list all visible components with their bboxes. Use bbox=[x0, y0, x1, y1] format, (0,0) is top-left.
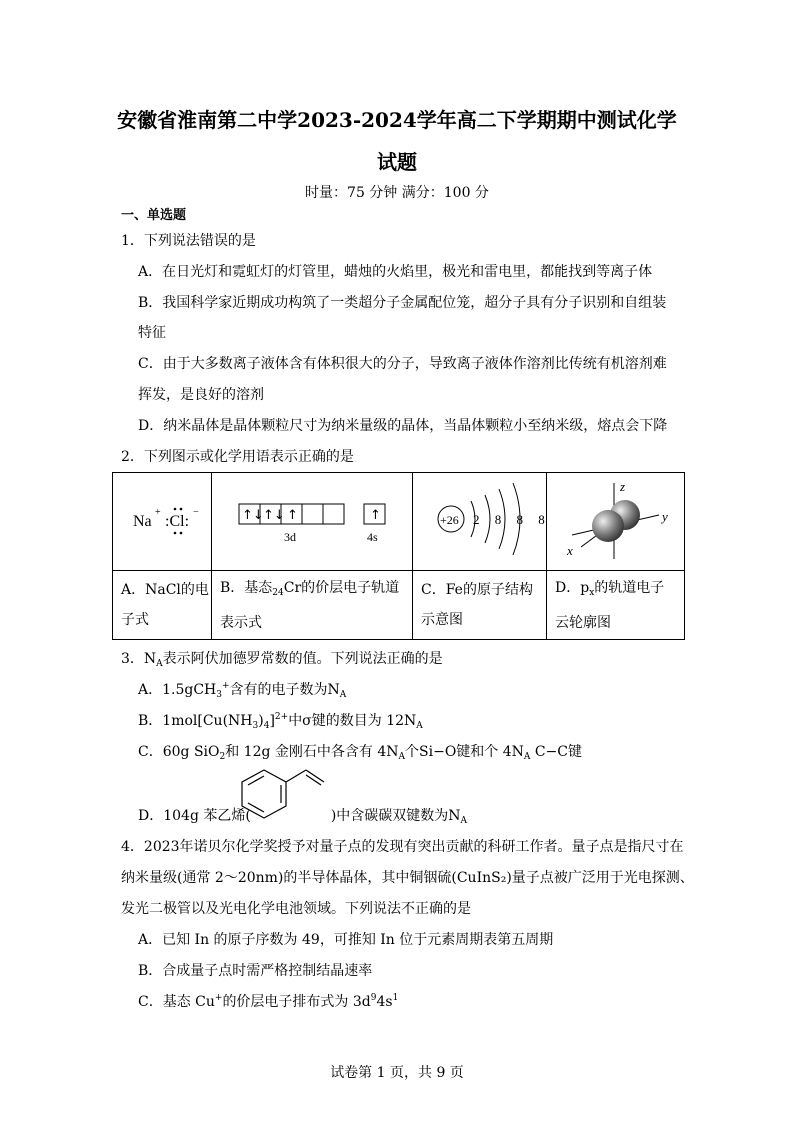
q3-stem: 3．$N_A$表示阿伏加德罗常数的值。下列说法正确的是 bbox=[121, 651, 443, 669]
q1-stem: 1．下列说法错误的是 bbox=[121, 233, 256, 249]
y-axis-label: y bbox=[662, 509, 668, 524]
q2-option-c: C．Fe的原子结构 示意图 bbox=[413, 571, 547, 640]
exam-subtitle: 时量：75 分钟 满分：100 分 bbox=[305, 185, 489, 201]
q1-option-b-cont: 特征 bbox=[138, 325, 166, 341]
styrene-structure-figure bbox=[236, 764, 332, 822]
cl-charge: − bbox=[193, 507, 199, 518]
exam-title-line1: 安徽省淮南第二中学2023-2024学年高二下学期期中测试化学 bbox=[117, 108, 677, 132]
electron-arrow: ↑ bbox=[370, 508, 381, 523]
q4-stem-line2: 纳米量级(通常 2～20nm)的半导体晶体，其中铜铟硫(CuInS₂)量子点被广泛用于光电探测、 bbox=[121, 870, 694, 886]
q3-option-a: A．1.5gCH$_3$+含有的电子数为$N_A$ bbox=[138, 681, 347, 700]
q4-option-b: B．合成量子点时需严格控制结晶速率 bbox=[138, 963, 373, 979]
vinyl-double-bond bbox=[306, 770, 324, 782]
nacl-electron-formula-figure bbox=[113, 473, 211, 566]
cl-electron-dot bbox=[180, 532, 183, 535]
benzene-ring bbox=[242, 770, 286, 818]
fe-atomic-structure-figure bbox=[413, 473, 546, 566]
cr-orbital-diagram-figure bbox=[212, 473, 412, 566]
q4-option-a: A．已知 In 的原子序数为 49，可推知 In 位于元素周期表第五周期 bbox=[138, 932, 554, 948]
px-orbital-figure bbox=[547, 473, 684, 566]
q3-option-c: C．60g SiO$_2$和 12g 金刚石中各含有 $4N_A$个Si−O键和个 $4N_A$ C−C键 bbox=[138, 744, 583, 762]
electron-arrow: ↑↓ bbox=[242, 508, 264, 523]
q2-stem: 2．下列图示或化学用语表示正确的是 bbox=[121, 449, 354, 465]
section-heading: 一、单选题 bbox=[121, 208, 187, 223]
q2-fig-b-cell bbox=[212, 473, 413, 571]
cl-electron-dot bbox=[174, 532, 177, 535]
q2-option-d: D．$p_x$的轨道电子 云轮廓图 bbox=[547, 571, 685, 640]
page-footer: 试卷第 1 页，共 9 页 bbox=[330, 1065, 464, 1081]
na-charge: + bbox=[155, 507, 161, 518]
label-3d: 3d bbox=[284, 530, 296, 544]
q4-stem-line1: 4．2023年诺贝尔化学奖授予对量子点的发现有突出贡献的科研工作者。量子点是指尺寸在 bbox=[121, 839, 684, 855]
q1-option-d: D．纳米晶体是晶体颗粒尺寸为纳米量级的晶体，当晶体颗粒小至纳米级，熔点会下降 bbox=[138, 418, 668, 434]
q4-stem-line3: 发光二极管以及光电化学电池领域。下列说法不正确的是 bbox=[121, 901, 471, 917]
q1-option-c: C．由于大多数离子液体含有体积很大的分子，导致离子液体作溶剂比传统有机溶剂难 bbox=[138, 356, 667, 372]
z-axis-label: z bbox=[620, 479, 626, 494]
electron-arrow: ↑↓ bbox=[263, 508, 285, 523]
q1-option-c-cont: 挥发，是良好的溶剂 bbox=[138, 387, 264, 403]
orbital-box bbox=[323, 504, 344, 524]
vinyl-bond bbox=[286, 770, 306, 782]
x-axis-label: x bbox=[567, 543, 573, 558]
q2-option-b: B．基态$_{24}$Cr的价层电子轨道 表示式 bbox=[212, 571, 413, 640]
q1-option-b: B．我国科学家近期成功构筑了一类超分子金属配位笼，超分子具有分子识别和自组装 bbox=[138, 295, 667, 311]
label-4s: 4s bbox=[367, 530, 378, 544]
exam-title-line2: 试题 bbox=[377, 150, 417, 174]
q3-option-b: B．$1mol[Cu(NH_3)_4]^{2+}$中σ键的数目为 $12N_A$ bbox=[138, 712, 423, 731]
electron-arrow: ↑ bbox=[287, 508, 298, 523]
cl-electron-dot bbox=[180, 508, 183, 511]
na-symbol: Na bbox=[133, 513, 152, 530]
q2-option-a: A．NaCl的电 子式 bbox=[113, 571, 212, 640]
orbital-lobe-front bbox=[592, 510, 624, 542]
q3-option-d: D．104g 苯乙烯( )中含碳碳双键数为$N_A$ bbox=[138, 808, 468, 826]
cl-electron-dot bbox=[174, 508, 177, 511]
q4-option-c: C．基态 Cu+的价层电子排布式为 $3d^94s^1$ bbox=[138, 993, 399, 1010]
orbital-box bbox=[302, 504, 323, 524]
nucleus-charge: +26 bbox=[440, 513, 459, 527]
q1-option-a: A．在日光灯和霓虹灯的灯管里，蜡烛的火焰里，极光和雷电里，都能找到等离子体 bbox=[138, 264, 653, 280]
q2-fig-a-cell bbox=[113, 473, 212, 571]
q2-fig-d-cell bbox=[547, 473, 685, 571]
cl-symbol: :Cl: bbox=[165, 513, 190, 530]
q2-fig-c-cell bbox=[413, 473, 547, 571]
shell-electron-counts: 2 8 8 8 bbox=[473, 512, 546, 527]
q2-options-table bbox=[112, 472, 685, 640]
vinyl-double-bond bbox=[306, 775, 321, 785]
